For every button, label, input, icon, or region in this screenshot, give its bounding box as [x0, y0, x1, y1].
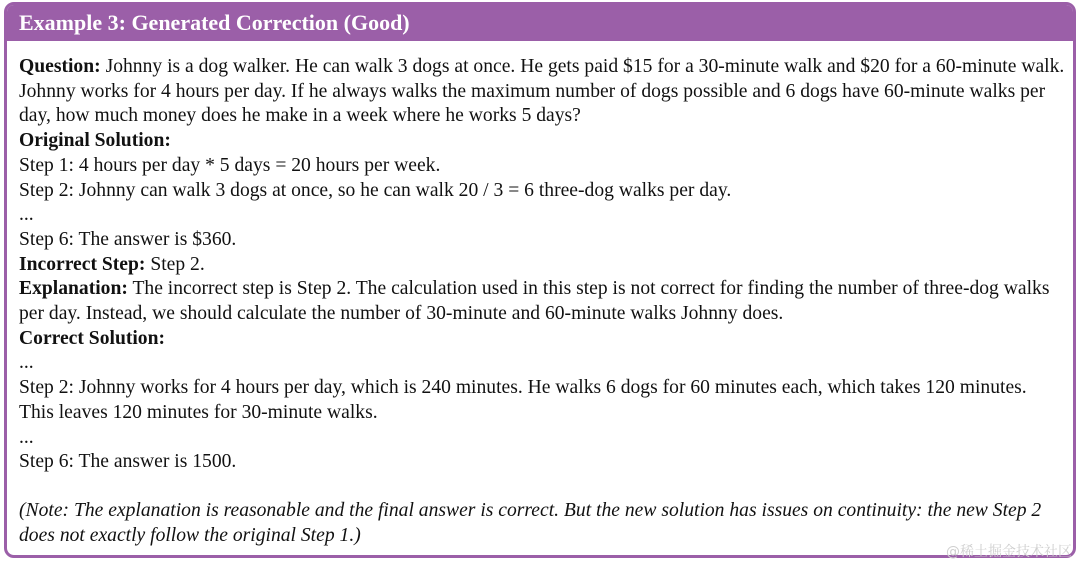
correct-ellipsis-1: ...	[19, 352, 34, 374]
question-paragraph	[19, 55, 1065, 129]
incorrect-step-text: Step 2.	[150, 253, 205, 275]
explanation-paragraph	[19, 277, 1065, 326]
question-text: Johnny is a dog walker. He can walk 3 dogs at once. He gets paid $15 for a 30-minute walk and $20 for a 60-minute walk. Johnny works for 4 hours per day. If he always walks the maximum number of dogs possible and 6 dogs have 60-minute walks per day, how much money does he make in a week where he works 5 days?	[19, 56, 1065, 127]
note-text: (Note: The explanation is reasonable and the final answer is correct. But the new solution has issues on continuity: the new Step 2 does not exactly follow the original Step 1.)	[19, 499, 1042, 546]
original-solution-label: Original Solution:	[19, 130, 171, 152]
incorrect-step-paragraph	[19, 253, 1065, 278]
original-step-1: Step 1: 4 hours per day * 5 days = 20 hours per week.	[19, 154, 441, 176]
original-step-6: Step 6: The answer is $360.	[19, 228, 237, 250]
question-label: Question:	[19, 56, 101, 77]
original-step-2: Step 2: Johnny can walk 3 dogs at once, so he can walk 20 / 3 = 6 three-dog walks per day.	[19, 179, 732, 201]
example-content	[7, 41, 1073, 548]
correct-ellipsis-2: ...	[19, 426, 34, 448]
correct-step-6: Step 6: The answer is 1500.	[19, 451, 237, 473]
watermark-text: @稀土掘金技术社区	[946, 544, 1072, 560]
example-box	[4, 2, 1076, 558]
correct-solution-label: Correct Solution:	[19, 327, 166, 349]
explanation-label: Explanation:	[19, 278, 128, 300]
incorrect-step-label: Incorrect Step:	[19, 253, 146, 275]
example-title: Example 3: Generated Correction (Good)	[7, 5, 1073, 41]
original-ellipsis: ...	[19, 204, 34, 226]
explanation-text: The incorrect step is Step 2. The calculation used in this step is not correct for finding the number of three-dog walks per day. Instead, we should calculate the number of 30-minute and 60-minute walks Johnny does.	[19, 278, 1050, 325]
correct-step-2: Step 2: Johnny works for 4 hours per day, which is 240 minutes. He walks 6 dogs for 60 minutes each, which takes 120 minutes. This leaves 120 minutes for 30-minute walks.	[19, 377, 1027, 423]
